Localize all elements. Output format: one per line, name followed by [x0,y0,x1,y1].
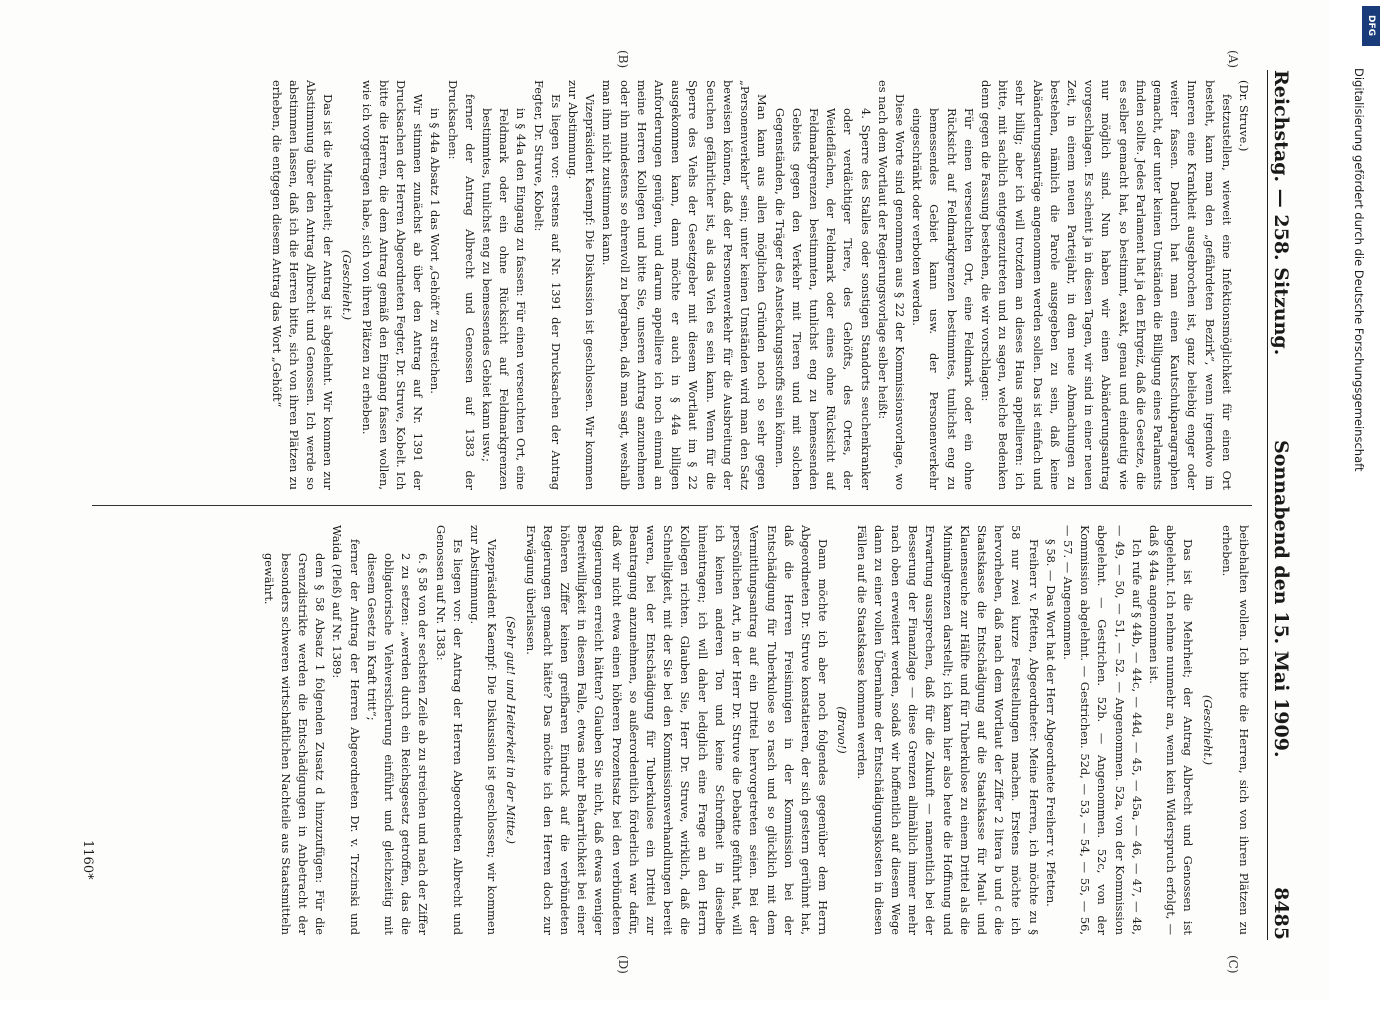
page-header [1267,70,1292,940]
quoted-amendment: Für einen verseuchten Ort, eine Feldmark oder ein ohne Rücksicht auf Feldmarkgrenzen bestimmtes, tunlichst eng zu bemessendes Gebiet kann usw. der Personenverkehr eingeschränkt oder verboten werden. [910,108,976,490]
quoted-amendment: in § 44a Absatz 1 das Wort „Gehöft“ zu streichen. [428,108,443,394]
paragraph: beibehalten wollen. Ich bitte die Herren, sich von ihren Plätzen zu erheben. [1219,525,1251,935]
dfg-logo: DFG [1362,6,1380,46]
digitization-stamp-text: Digitalisierung gefördert durch die Deutsche Forschungsgemeinschaft [1352,68,1366,472]
quoted-amendment: 6. § 58 von der sechsten Zeile ab zu streichen und nach der Ziffer 2 zu setzen: „werden durch ein Reichsgesetz getroffen, das die obligatorische Viehversicherung einführt und gleichzeitig mit diesem Gesetz in Kraft tritt“; [364,553,431,935]
quoted-law-text: 4. Sperre des Stalles oder sonstigen Standorts seuchenkranker oder verdächtiger Tiere, des Gehöfts, des Ortes, der Weideflächen, der Feldmark oder eines ohne Rücksicht auf Feldmarkgrenzen bestimmten, tunlichst eng zu bemessenden Gebiets gegen den Verkehr mit Tieren und mit solchen Gegenständen, die Träger des Ansteckungsstoffs sein können. [772,108,873,490]
text-column-right [72,525,1252,935]
paragraph: ferner der Antrag Albrecht und Genossen auf 1383 der Drucksachen: [445,80,477,490]
text-column-left [72,80,1252,490]
paragraph: Es liegen vor: der Antrag der Herren Abgeordneten Albrecht und Genossen auf Nr. 1383: [433,525,465,935]
paragraph: Vizepräsident Kaempf: Die Diskussion ist geschlossen. Wir kommen zur Abstimmung. [566,80,598,490]
speaker-note: (Dr. Struve.) [1237,80,1251,152]
paragraph: Das ist die Minderheit; der Antrag ist abgelehnt. Wir kommen zur Abstimmung über den Antrag Albrecht und Genossen. Ich werde so abstimmen lassen, daß ich die Herren bitte, sich von ihren Plätzen zu erheben, die entgegen diesem Antrag das Wort „Gehöft“ [269,80,336,490]
stage-direction: (Sehr gut! und Heiterkeit in der Mitte.) [504,616,519,844]
header-date: Sonnabend den 15. Mai 1909. [1270,440,1292,758]
paragraph: ferner der Antrag der Herren Abgeordneten Dr. v. Trzcinski und Waida (Pleß) auf Nr. 1389: [330,525,362,935]
margin-marker-a: (A) [1226,50,1240,69]
stage-direction: (Geschieht.) [1200,694,1215,766]
header-session: Reichstag. — 258. Sitzung. [1270,70,1292,356]
paragraph: Dann möchte ich aber noch folgendes gegenüber dem Herrn Abgeordneten Dr. Struve konstatieren, der sich gestern gerühmt hat, daß die Herren Freisinnigen in der Kommission bei der Entschädigung für Tuberkulose so rasch und so glücklich mit dem Vermittlungsantrag auf ein Drittel hervorgetreten seien. Bei der persönlichen Art, in der Herr Dr. Struve die Debatte geführt hat, will ich keinen anderen Ton und keine Schroffheit in dieselbe hineintragen; ich will daher lediglich eine Frage an den Herrn Kollegen richten. Glauben Sie, Herr Dr. Struve, wirklich, daß die Schnelligkeit, mit der Sie bei den Kommissionsverhandlungen bereit waren, bei der Entschädigung für Tuberkulose ein Drittel zur Beantragung anzunehmen, so außerordentlich förderlich war dafür, daß wir nicht etwa einen höheren Prozentsatz bei den verbündeten Regierungen erreicht hätten? Glauben Sie nicht, daß etwas weniger Bereitwilligkeit in diesem Falle, etwas mehr Beharrlichkeit bei einer höheren Ziffer keinen greifbaren Eindruck auf die verbündeten Regierungen gemacht hätte? Das möchte ich den Herren doch zur Erwägung überlassen. [523,525,831,935]
header-page-number: 8485 [1270,887,1292,940]
paragraph: Es liegen vor: erstens auf Nr. 1391 der Drucksachen der Antrag Fegter, Dr. Struve, Kobelt: [531,80,563,490]
margin-marker-c: (C) [1226,955,1240,974]
paragraph: Ich rufe auf § 44b, — 44c, — 44d, — 45, — 45a, — 46, — 47, — 48, — 49, — 50, — 51, — 52. — Angenommen. 52a, von der Kommission abgelehnt. — Gestrichen. 52b. — Angenommen. 52c, von der Kommission abgelehnt. — Gestrichen. 52d, — 53, — 54, — 55, — 56, — 57. — Angenommen. [1060,525,1144,935]
column-divider [92,505,1252,506]
paragraph: Vizepräsident Kaempf: Die Diskussion ist geschlossen; wir kommen zur Abstimmung. [468,525,500,935]
paragraph: Freiherr v. Pfetten, Abgeordneter: Meine Herren, ich möchte zu § 58 nur zwei kurze Feststellungen machen. Erstens möchte ich hervorheben, daß nach dem Wortlaut der Ziffer 2 litera b und c die Staatskasse die Entschädigung auf die Staatskasse für Maul- und Klauenseuche zur Hälfte und für Tuberkulose zu einem Drittel als die Minimalgrenzen darstellt; ich kann hier also heute die Hoffnung und Erwartung aussprechen, daß für die Zukunft — namentlich bei der Besserung der Finanzlage — diese Grenzen allmählich immer mehr nach oben erweitert werden, sodaß wir hoffentlich auf diesem Wege dann zu einer vollen Übernahme der Entschädigungskosten in diesen Fällen auf die Staatskasse kommen werden. [854,525,1041,935]
paragraph: festzustellen, wieweit eine Infektionsmöglichkeit für einen Ort besteht, kann man den „gefährdeten Bezirk“, wenn irgendwo im Inneren eine Krankheit ausgebrochen ist, ganz beliebig enger oder weiter fassen. Dadurch hat man einen Kautschukparagraphen gemacht, der unter keinen Umständen die Billigung eines Parlaments finden sollte. Jedes Parlament hat ja den Ehrgeiz, daß die Gesetze, die es selber gemacht hat, so bestimmt, exakt, genau und eindeutig wie nur möglich sind. Nun haben wir einen Abänderungsantrag vorgeschlagen. Es scheint ja in diesen Tagen, wir sind in einer neuen Zeit, in einem neuen Parteijahr, in dem neue Abmachungen zu bestehen, nämlich die Parole ausgegeben zu sein, daß keine Abänderungsanträge angenommen werden sollen. Das ist einfach und sehr billig; aber ich will trotzdem an dieses Haus appellieren: ich bitte, mit sachlich entgegenzutreten und zu sagen, welche Bedenken denn gegen die Fassung bestehen, die wir vorschlagen: [978,80,1234,490]
quoted-amendment: in § 44a den Eingang zu fassen: Für einen verseuchten Ort, eine Feldmark oder ein ohne Rücksicht auf Feldmarkgrenzen bestimmtes, tunlichst eng zu bemessendes Gebiet kann usw.; [480,108,529,490]
paragraph: Man kann aus allen möglichen Gründen noch so sehr gegen „Personenverkehr“ sein; unter keinen Umständen wird man den Satz beweisen können, daß der Personenverkehr für die Ausbreitung der Seuchen gefährlicher ist, als das Vieh es sein kann. Wenn für die Sperre des Viehs der Gesetzgeber mit diesem Wortlaut im § 22 ausgekommen kann, dann möchte er auch in § 44a billigen Anforderungen genügen, und darum appelliere ich noch einmal an meine Herren Kollegen und bitte Sie, unseren Antrag anzunehmen oder ihn mindestens so ehrenvoll zu begraben, daß man sagt, weshalb man ihm nicht zustimmen kann. [600,80,770,490]
margin-marker-d: (D) [616,955,630,974]
paragraph: Das ist die Mehrheit; der Antrag Albrecht und Genossen ist abgelehnt. Ich nehme nunmehr an, wenn kein Widerspruch erfolgt, — daß § 44a angenommen ist. [1146,525,1196,935]
paragraph: Diese Worte sind genommen aus § 22 der Kommissionsvorlage, wo es nach dem Wortlaut der Regierungsvorlage selber heißt: [875,80,907,490]
paragraph: Wir stimmen zunächst ab über den Antrag auf Nr. 1391 der Drucksachen der Herren Abgeordneten Fegter, Dr. Struve, Kobelt. Ich bitte die Herren, die dem Antrag gemäß den Eingang fassen wollen, wie ich vorgetragen habe, sich von ihren Plätzen zu erheben. [359,80,426,490]
margin-marker-b: (B) [616,50,630,69]
page-footer-number: 1160* [80,840,95,880]
stage-direction: (Bravo!) [835,706,850,754]
stage-direction: (Geschieht.) [340,249,355,321]
paragraph: § 58. — Das Wort hat der Herr Abgeordnete Freiherr v. Pfetten. [1043,539,1058,907]
quoted-amendment: dem § 58 Absatz 1 folgenden Zusatz d hinzuzufügen: Für die Grenzdistrikte werden die Entschädigungen in Anbetracht der besonders schweren wirtschaftlichen Nachteile aus Staatsmitteln gewährt. [261,553,328,935]
digitization-stamp [1346,18,1372,978]
